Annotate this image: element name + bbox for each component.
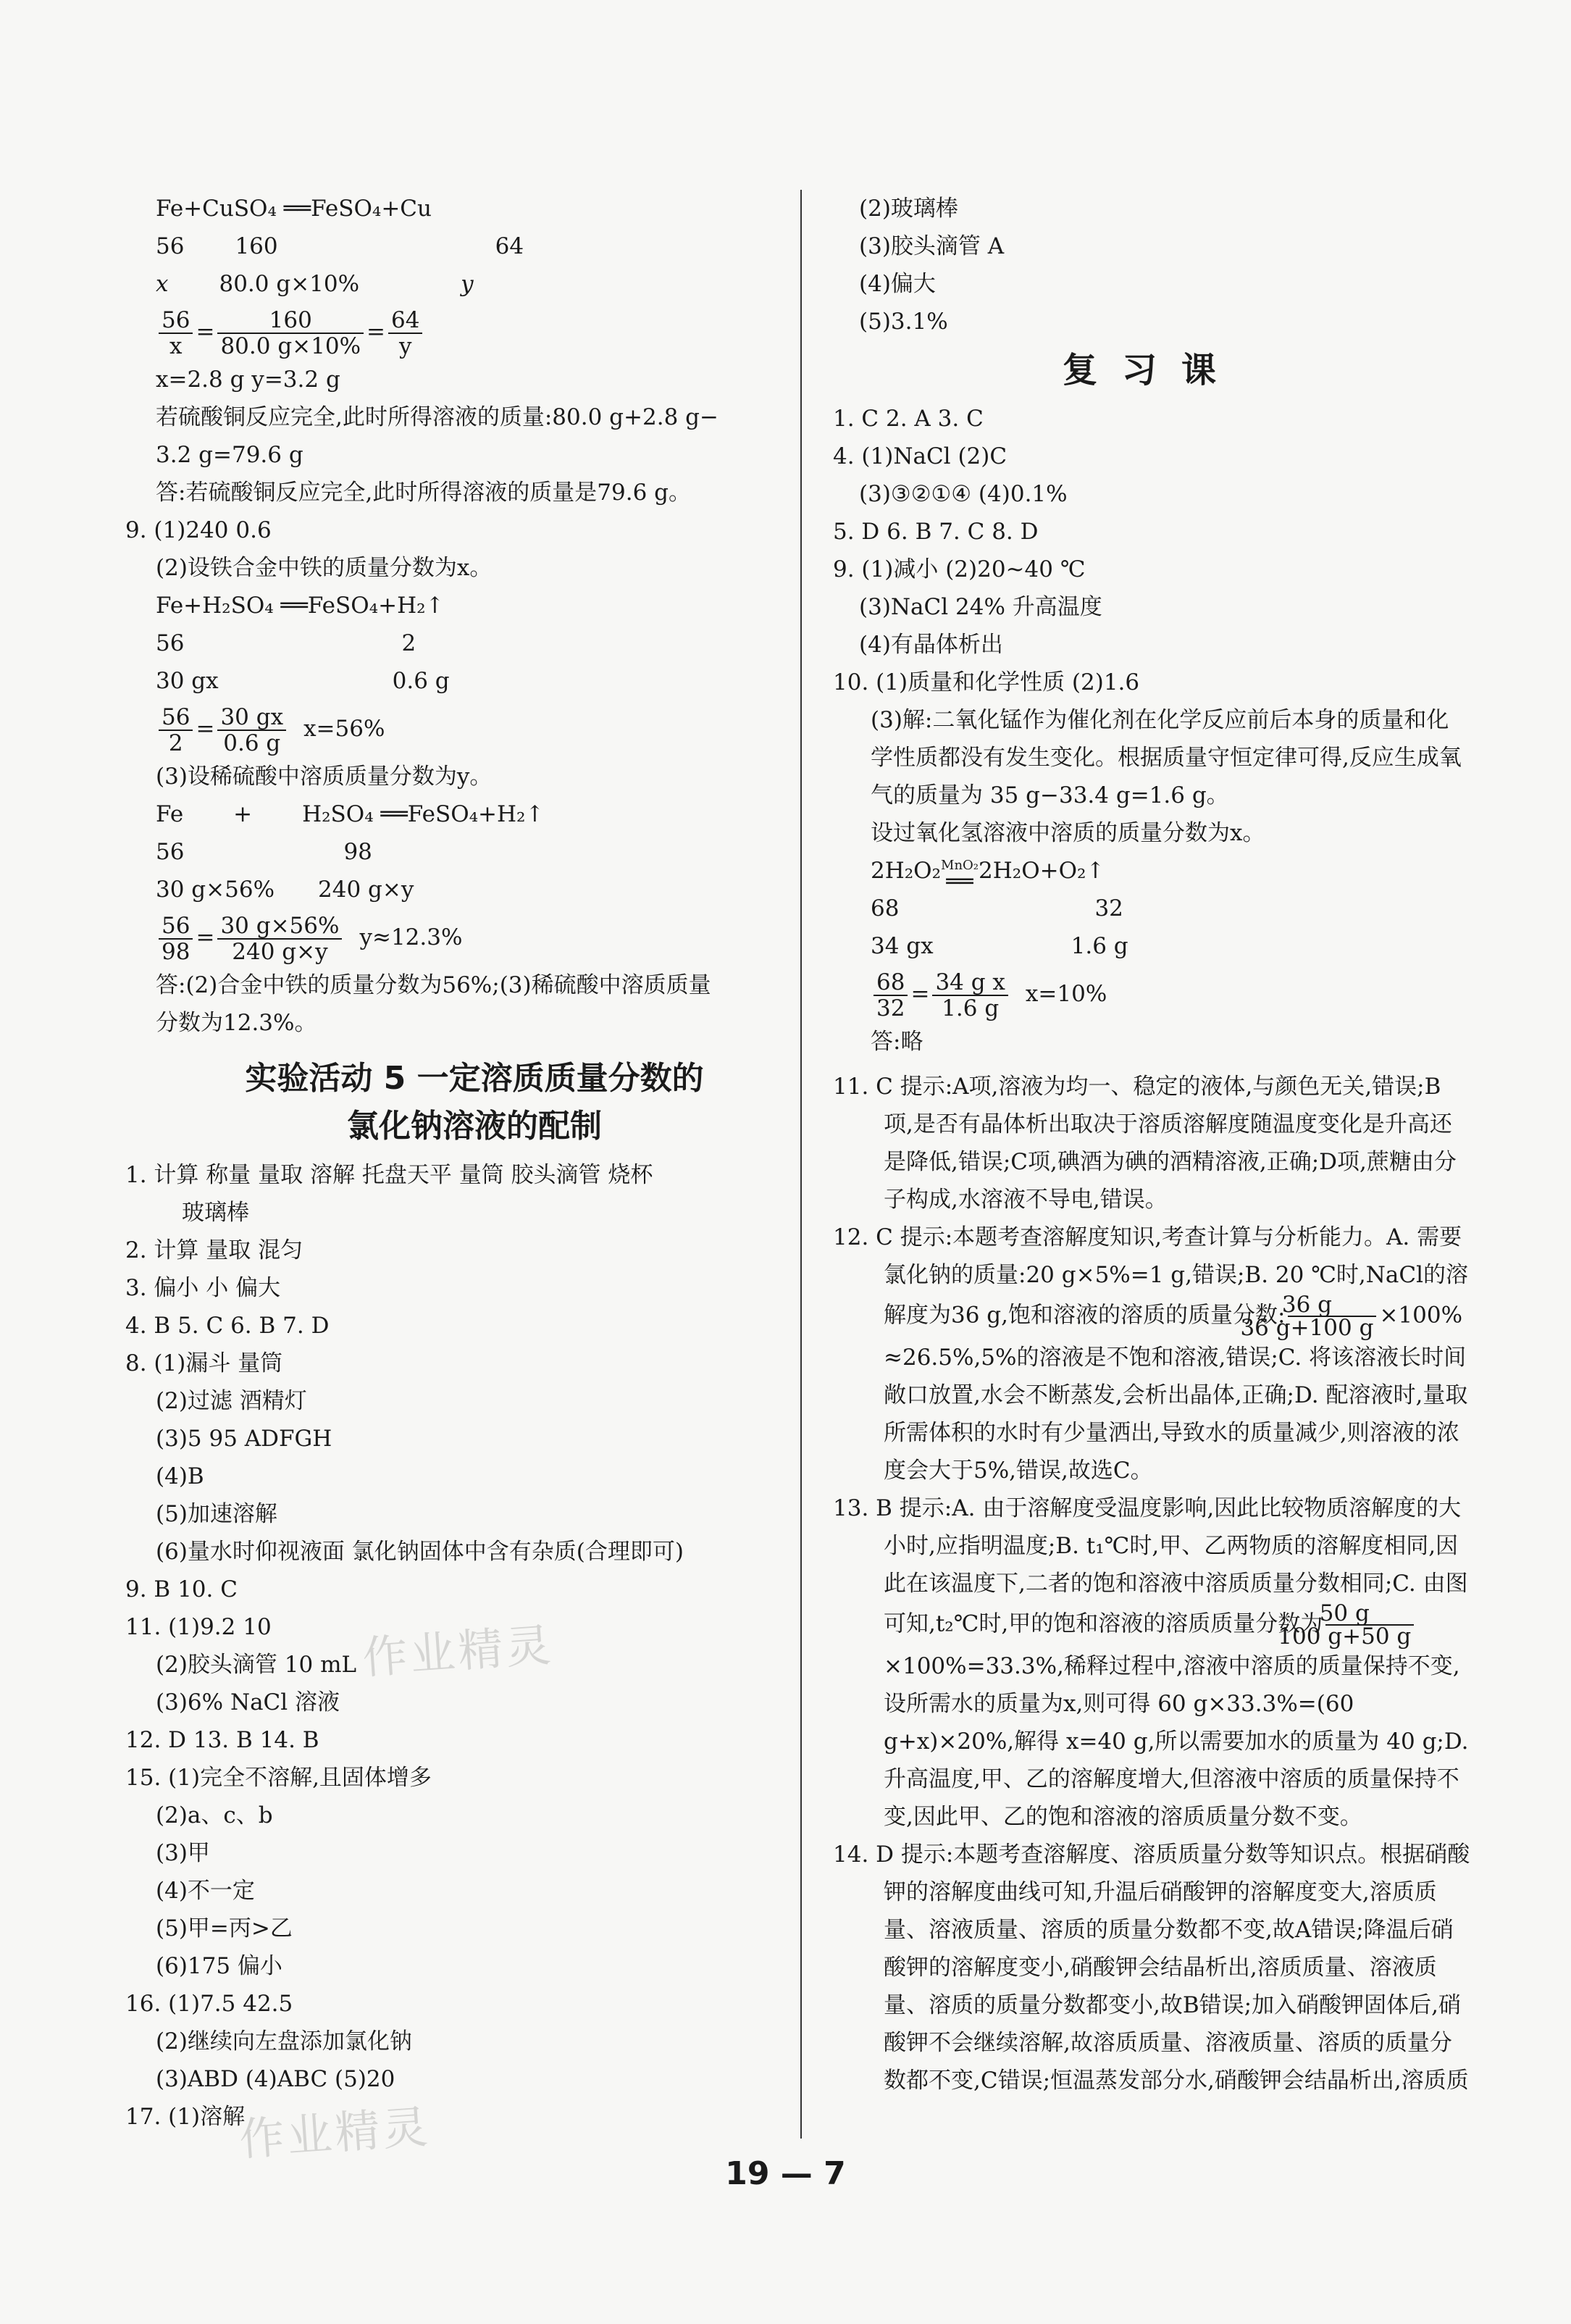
solution-paragraph: (3)解:二氧化锰作为催化剂在化学反应前后本身的质量和化学性质都没有发生变化。根据质量守恒定律可得,反应生成氧气的质量为 35 g−33.4 g=1.6 g。 [871,707,1462,808]
answer-12-14: 12. D 13. B 14. B [125,1727,319,1753]
text-line: (5)加速溶解 [156,1501,277,1527]
review-section-title: 复习课 [1062,350,1241,390]
text-line: 答:(2)合金中铁的质量分数为56%;(3)稀硫酸中溶质质量 [156,972,711,998]
answer-17: 17. (1)溶解 [125,2104,246,2130]
answer-11: 11. (1)9.2 10 [125,1614,272,1640]
text-line: 分数为12.3%。 [156,1010,317,1036]
text-line: 3.2 g=79.6 g [156,442,303,468]
text-line: 玻璃棒 [182,1200,249,1226]
answer-1-3: 1. C 2. A 3. C [833,406,984,432]
answer-14-explanation: 14. D 提示:本题考查溶解度、溶质质量分数等知识点。根据硝酸钾的溶解度曲线可知,升温后硝酸钾的溶解度变大,溶质质量、溶液质量、溶质的质量分数都不变,故A错误;降温后硝酸钾的溶解度变小,硝酸钾会结晶析出,溶质质量、溶液质量、溶质的质量分数都变小,故B错误;加入硝酸钾固体后,硝酸钾不会继续溶解,故溶质质量、溶液质量、溶质的质量分数都不变,C错误;恒温蒸发部分水,硝酸钾会结晶析出,溶质质 [833,1842,1470,2094]
text-line: (3)NaCl 24% 升高温度 [859,594,1102,620]
text-line: (2)继续向左盘添加氯化钠 [156,2028,412,2055]
answer-9: 9. (1)减小 (2)20~40 ℃ [833,556,1086,582]
text-line: (2)过滤 酒精灯 [156,1388,307,1414]
answer-9-10: 9. B 10. C [125,1576,238,1602]
text-line: (3)5 95 ADFGH [156,1426,332,1452]
answer-9: 9. (1)240 0.6 [125,517,272,543]
section-title: 实验活动 5 一定溶质质量分数的 [245,1060,704,1097]
answer-13-explanation: 13. B 提示:A. 由于溶解度受温度影响,因此比较物质溶解度的大小时,应指明温度;B. t₁℃时,甲、乙两物质的溶解度相同,因此在该温度下,二者的饱和溶液中溶质质量分数相同;C. 由图可知,t₂℃时,甲的饱和溶液的溶质质量分数为 $\frac{50 g}{100 g+50 g}$ [833,1495,1468,1650]
text-line: (3)ABD (4)ABC (5)20 [156,2066,395,2092]
text-line: 若硫酸铜反应完全,此时所得溶液的质量:80.0 g+2.8 g− [156,404,719,430]
text-line: (3)甲 [156,1840,210,1866]
text-line: (5)甲=丙>乙 [156,1915,293,1941]
answer-12-continued: ≈26.5%,5%的溶液是不饱和溶液,错误;C. 将该溶液长时间敞口放置,水会不断蒸发,会析出晶体,正确;D. 配溶液时,量取所需体积的水时有少量洒出,导致水的质量减少,则溶液的浓度会大于5%,错误,故选C。 [884,1345,1468,1484]
text-line: (4)偏大 [859,271,936,297]
equation-line: Fe + H₂SO₄ ══FeSO₄+H₂↑ [156,801,545,827]
answer-15: 15. (1)完全不溶解,且固体增多 [125,1765,432,1791]
answer-2: 2. 计算 量取 混匀 [125,1237,303,1263]
answer-16: 16. (1)7.5 42.5 [125,1991,293,2017]
text-line: (3)设稀硫酸中溶质质量分数为y。 [156,764,493,790]
answer-13-continued: ×100%=33.3%,稀释过程中,溶液中溶质的质量保持不变,设所需水的质量为x,则可得 60 g×33.3%=(60 g+x)×20%,解得 x=40 g,所以需要加水的质量为 40 g;D. 升高温度,甲、乙的溶解度增大,但溶液中溶质的质量保持不变,因此甲、乙的饱和溶液的溶质质量分数不变。 [884,1653,1469,1830]
text-line: x=2.8 g y=3.2 g [156,367,340,393]
equation-line: 56 98 [156,839,372,865]
answer-11-explanation: 11. C 提示:A项,溶液为均一、稳定的液体,与颜色无关,错误;B项,是否有晶体析出取决于溶质溶解度随温度变化是升高还是降低,错误;C项,碘酒为碘的酒精溶液,正确;D项,蔗糖由分子构成,水溶液不导电,错误。 [833,1074,1457,1213]
text-line: (4)不一定 [156,1878,255,1904]
text-line: (5)3.1% [859,309,948,335]
left-column [125,190,793,2136]
text-line: 设过氧化氢溶液中溶质的质量分数为x。 [871,820,1265,846]
answer-8: 8. (1)漏斗 量筒 [125,1350,283,1376]
text-line: (6)量水时仰视液面 氯化钠固体中含有杂质(合理即可) [156,1539,684,1565]
answer-3: 3. 偏小 小 偏大 [125,1275,281,1301]
watermark: 作业精灵 [361,1618,556,1685]
section-title: 氯化钠溶液的配制 [347,1108,602,1145]
equation-line: 56 2 [156,630,416,656]
equation-line: Fe+CuSO₄ ══FeSO₄+Cu [156,196,432,222]
answer-5-8: 5. D 6. B 7. C 8. D [833,519,1039,545]
answer-1: 1. 计算 称量 量取 溶解 托盘天平 量筒 胶头滴管 烧杯 [125,1162,653,1188]
watermark: 作业精灵 [238,2099,432,2167]
fraction-line: $\frac{56}{x}$ = $\frac{160}{80.0 g\times 10\%}$ = $\frac{64}{y}$ [156,303,793,361]
text-line: (6)175 偏小 [156,1953,282,1979]
text-line: (2)设铁合金中铁的质量分数为x。 [156,555,493,581]
text-line: (4)B [156,1463,204,1489]
text-line: (3)6% NaCl 溶液 [156,1689,340,1715]
text-line: 答:略 [871,1029,923,1055]
page-number: 19 — 7 [725,2155,846,2192]
text-line: (4)有晶体析出 [859,632,1003,658]
answer-12-explanation: 12. C 提示:本题考查溶解度知识,考查计算与分析能力。A. 需要氯化钠的质量:20 g×5%=1 g,错误;B. 20 ℃时,NaCl的溶解度为36 g,饱和溶液的溶质的质量分数: $\frac{36 g}{36 g+100 g}$ ×100% [833,1224,1468,1341]
text-line: 答:若硫酸铜反应完全,此时所得溶液的质量是79.6 g。 [156,480,692,506]
text-line: (3)③②①④ (4)0.1% [859,481,1068,507]
answer-10: 10. (1)质量和化学性质 (2)1.6 [833,669,1140,695]
equation-line: 34 gx 1.6 g [871,933,1128,959]
answer-4: 4. (1)NaCl (2)C [833,443,1007,469]
answer-4-7: 4. B 5. C 6. B 7. D [125,1313,330,1339]
text-line: (2)胶头滴管 10 mL [156,1652,357,1678]
fraction-line: $\frac{68}{32}$ = $\frac{\text{34 g x}}{1.6 g}$ x=10% [833,965,1470,1023]
equation-line: 30 gx 0.6 g [156,668,450,694]
fraction-line: $\frac{56}{98}$ = $\frac{30 g\times 56\%}{240 g\times y}$ y≈12.3% [156,908,793,966]
column-divider [800,190,802,2139]
text-line: (3)胶头滴管 A [859,233,1005,259]
text-line: (2)玻璃棒 [859,196,958,222]
equation-line: Fe+H₂SO₄ ══FeSO₄+H₂↑ [156,593,445,619]
fraction-line: $\frac{56}{2}$ = $\frac{30 gx}{0.6 g}$ x=56% [156,700,793,758]
equation-line: 30 g×56% 240 g×y [156,877,414,903]
equation-line: x 80.0 g×10% y [156,271,474,297]
equation-line: 2H₂O₂ MnO₂ ══ 2H₂O+O₂↑ [871,858,1105,895]
equation-line: 68 32 [871,895,1123,921]
text-line: (2)a、c、b [156,1802,273,1828]
right-column [833,190,1470,2099]
equation-line: 56 160 64 [156,233,524,259]
